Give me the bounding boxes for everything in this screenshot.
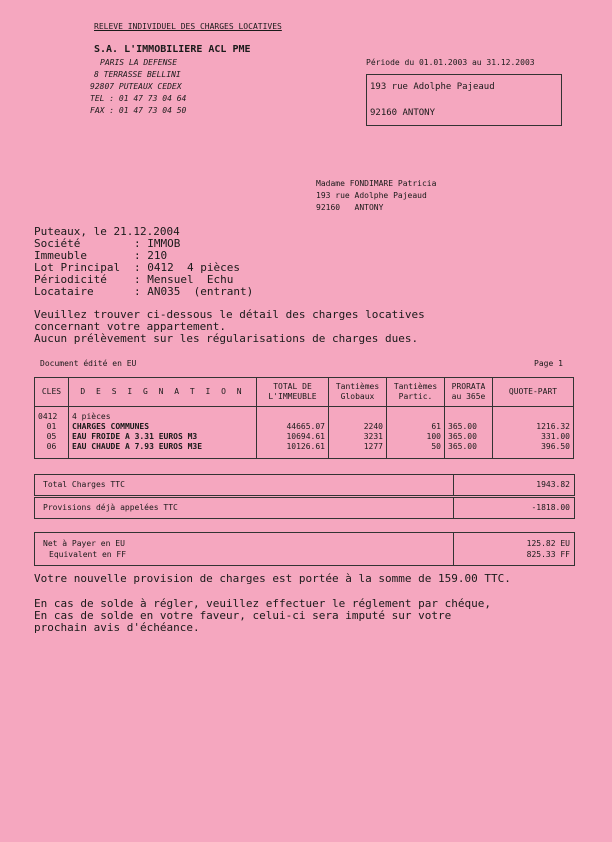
cell-total: 10126.61	[257, 442, 329, 452]
cell-globaux: 3231	[329, 432, 387, 442]
company-line: PARIS LA DEFENSE	[100, 58, 178, 67]
total-charges-value: 1943.82	[536, 480, 570, 489]
cell-total: 10694.61	[257, 432, 329, 442]
intro-line: Aucun prélèvement sur les régularisations de charges dues.	[34, 332, 419, 345]
info-row: Locataire : AN035 (entrant)	[34, 285, 254, 298]
info-row: Immeuble : 210	[34, 249, 168, 262]
col-header-quote-part: QUOTE-PART	[493, 378, 574, 407]
col-header-total: TOTAL DE L'IMMEUBLE	[257, 378, 329, 407]
col-header-cles: CLES	[35, 378, 69, 407]
cell-cle: 05	[35, 432, 69, 442]
info-row: Société : IMMOB	[34, 237, 181, 250]
payment-line: En cas de solde en votre faveur, celui-ci sera imputé sur votre	[34, 609, 452, 622]
cell-cle: 01	[35, 422, 69, 432]
info-row: Périodicité : Mensuel Echu	[34, 273, 234, 286]
doc-edited: Document édité en EU	[40, 359, 137, 368]
company-name: S.A. L'IMMOBILIERE ACL PME	[94, 44, 251, 55]
provisions-label: Provisions déjà appelées TTC	[43, 503, 178, 512]
cell-designation: EAU FROIDE A 3.31 EUROS M3	[69, 432, 257, 442]
cell-prorata: 365.00	[445, 422, 493, 432]
payment-line: En cas de solde à régler, veuillez effectuer le réglement par chéque,	[34, 597, 491, 610]
table-row	[35, 442, 574, 452]
cell-designation: CHARGES COMMUNES	[69, 422, 257, 432]
table-row	[35, 422, 574, 432]
company-phone: TEL : 01 47 73 04 64	[90, 94, 187, 103]
new-provision-line: Votre nouvelle provision de charges est portée à la somme de 159.00 TTC.	[34, 572, 511, 585]
col-header-tantiemes-globaux: Tantièmes Globaux	[329, 378, 387, 407]
cell-total: 44665.07	[257, 422, 329, 432]
cell-prorata: 365.00	[445, 442, 493, 452]
table-row-lot	[35, 412, 574, 422]
cell-partic: 61	[387, 422, 445, 432]
period: Période du 01.01.2003 au 31.12.2003	[366, 58, 535, 67]
table-row	[35, 432, 574, 442]
company-line: 8 TERRASSE BELLINI	[94, 70, 181, 79]
table-header-row	[35, 378, 574, 407]
page-number: Page 1	[534, 359, 563, 368]
cell-designation: EAU CHAUDE A 7.93 EUROS M3E	[69, 442, 257, 452]
cell-quote-part: 331.00	[493, 432, 574, 442]
address-box-street: 193 rue Adolphe Pajeaud	[370, 82, 495, 92]
intro-line: Veuillez trouver ci-dessous le détail des charges locatives	[34, 308, 425, 321]
cell-prorata: 365.00	[445, 432, 493, 442]
company-fax: FAX : 01 47 73 04 50	[90, 106, 187, 115]
document-title: RELEVE INDIVIDUEL DES CHARGES LOCATIVES	[94, 22, 282, 31]
info-row: Lot Principal : 0412 4 pièces	[34, 261, 240, 274]
cell-partic: 100	[387, 432, 445, 442]
col-header-prorata: PRORATA au 365e	[445, 378, 493, 407]
col-header-tantiemes-partic: Tantièmes Partic.	[387, 378, 445, 407]
provisions-box	[34, 497, 575, 519]
intro-line: concernant votre appartement.	[34, 320, 227, 333]
recipient-city: 92160 ANTONY	[316, 203, 384, 212]
total-charges-label: Total Charges TTC	[43, 480, 125, 489]
total-charges-box	[34, 474, 575, 496]
provisions-value: -1818.00	[531, 503, 570, 512]
address-box	[366, 74, 562, 126]
cell-designation: 4 pièces	[69, 412, 257, 422]
cell-globaux: 1277	[329, 442, 387, 452]
ff-equivalent-value: 825.33 FF	[526, 550, 570, 559]
cell-quote-part: 396.50	[493, 442, 574, 452]
cell-globaux: 2240	[329, 422, 387, 432]
ff-equivalent-label: Equivalent en FF	[49, 550, 127, 559]
address-box-city: 92160 ANTONY	[370, 108, 436, 118]
payment-line: prochain avis d'échéance.	[34, 621, 200, 634]
recipient-street: 193 rue Adolphe Pajeaud	[316, 191, 427, 200]
net-payable-value: 125.82 EU	[526, 539, 570, 548]
company-line: 92807 PUTEAUX CEDEX	[90, 82, 182, 91]
net-payable-label: Net à Payer en EU	[43, 539, 125, 548]
cell-cle: 0412	[35, 412, 69, 422]
date-line: Puteaux, le 21.12.2004	[34, 225, 180, 238]
charges-table	[34, 377, 574, 459]
cell-cle: 06	[35, 442, 69, 452]
net-payable-box	[34, 532, 575, 566]
cell-quote-part: 1216.32	[493, 422, 574, 432]
cell-partic: 50	[387, 442, 445, 452]
recipient-name: Madame FONDIMARE Patricia	[316, 179, 437, 188]
col-header-designation: D E S I G N A T I O N	[69, 378, 257, 407]
